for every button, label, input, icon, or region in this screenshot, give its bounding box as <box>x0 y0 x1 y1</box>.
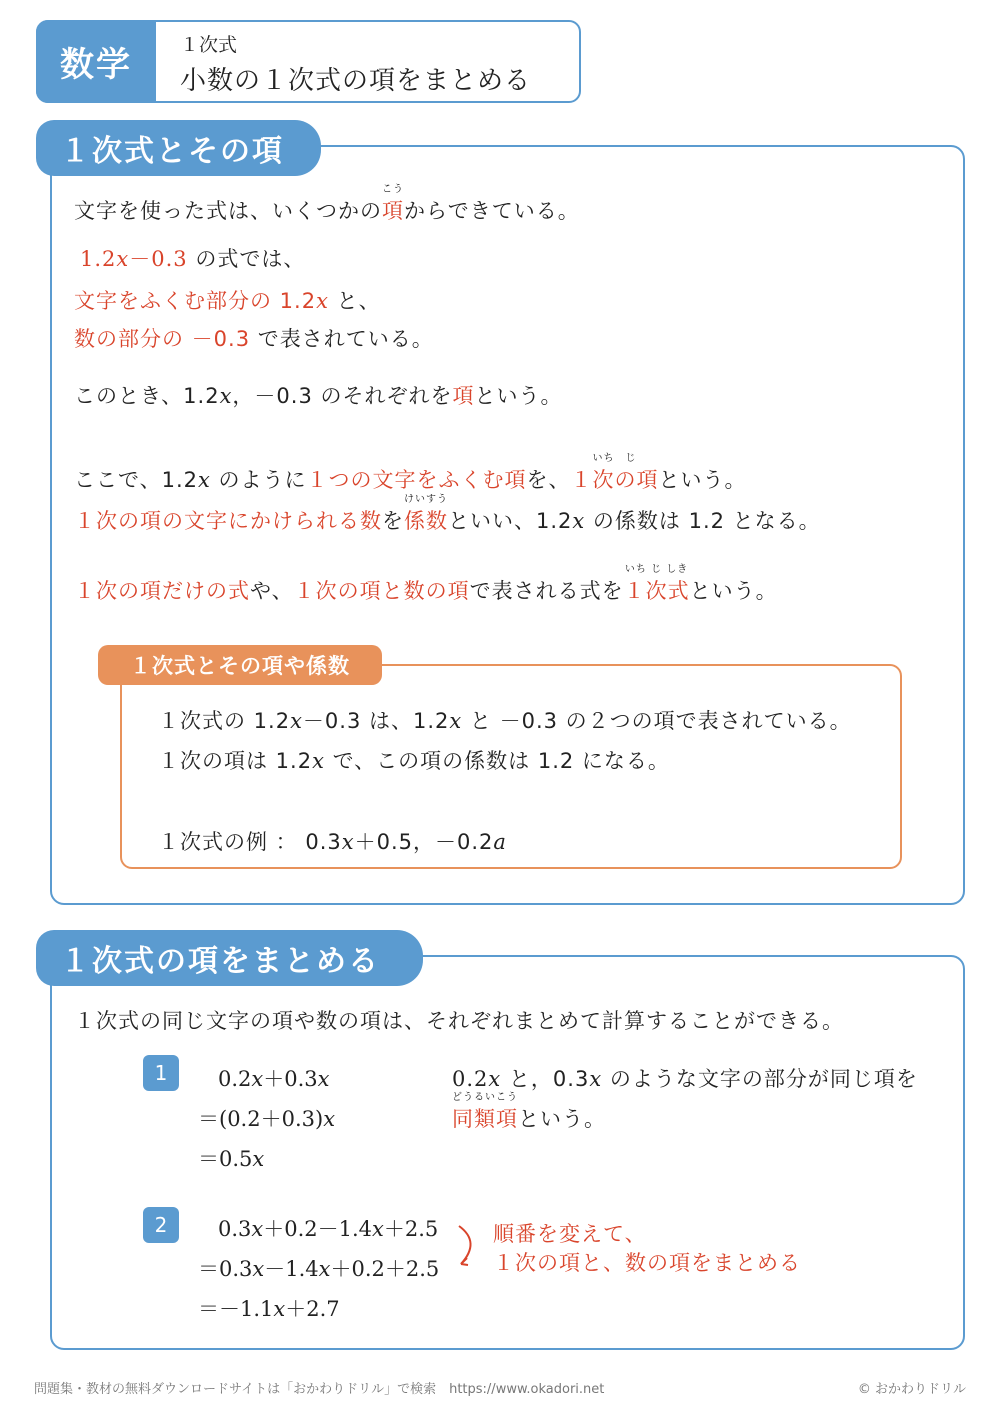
curved-arrow-icon <box>455 1222 485 1270</box>
footer-copyright: © おかわりドリル <box>857 1382 966 1397</box>
summary-line1: １次式の 1.2x－0.3 は、1.2x と －0.3 の２つの項で表されている。 <box>158 709 852 733</box>
example2-badge: 2 <box>143 1207 179 1243</box>
section1-line4: 数の部分の －0.3 で表されている。 <box>74 327 434 351</box>
example1-line2: ＝(0.2＋0.3)x <box>198 1107 336 1131</box>
example1-badge: 1 <box>143 1055 179 1091</box>
example2-line2: ＝0.3x－1.4x＋0.2＋2.5 <box>198 1257 440 1281</box>
section1-line7: １次の項の文字にかけられる数を けいすう 係数といい、1.2x の係数は 1.2 となる。 <box>74 494 821 533</box>
unit-label: １次式 <box>180 34 238 56</box>
example2-note2: １次の項と、数の項をまとめる <box>493 1251 801 1275</box>
page-title: 小数の１次式の項をまとめる <box>180 66 532 96</box>
section1-line2: 1.2x－0.3 の式では、 <box>80 247 306 271</box>
section1-line8: １次の項だけの式や、１次の項と数の項で表される式を いち じ しき １次式という。 <box>74 564 778 603</box>
section1-line1: 文字を使った式は、いくつかの こう 項からできている。 <box>74 184 580 223</box>
example1-line1: 0.2x＋0.3x <box>218 1067 330 1091</box>
section1-line6: ここで、1.2x のように１つの文字をふくむ項を、 いち じ １次の項という。 <box>74 453 747 492</box>
footer-text: 問題集・教材の無料ダウンロードサイトは「おかわりドリル」で検索 https://www.okadori.net <box>34 1382 605 1397</box>
summary-line2: １次の項は 1.2x で、この項の係数は 1.2 になる。 <box>158 749 670 773</box>
example2-note1: 順番を変えて、 <box>493 1222 647 1246</box>
section1-tab: １次式とその項 <box>36 120 321 176</box>
section2-tab: １次式の項をまとめる <box>36 930 423 986</box>
example1-note1: 0.2x と，0.3x のような文字の部分が同じ項を <box>452 1067 918 1091</box>
section1-line5: このとき、1.2x，－0.3 のそれぞれを項という。 <box>74 384 563 408</box>
summary-tab: １次式とその項や係数 <box>98 645 382 685</box>
subject-label: 数学 <box>36 20 156 103</box>
example2-line3: ＝－1.1x＋2.7 <box>198 1297 340 1321</box>
section2-intro: １次式の同じ文字の項や数の項は、それぞれまとめて計算することができる。 <box>74 1009 844 1033</box>
summary-line3: １次式の例 ： 0.3x＋0.5，－0.2a <box>158 830 507 854</box>
section1-line3: 文字をふくむ部分の 1.2x と、 <box>74 289 381 313</box>
example1-line3: ＝0.5x <box>198 1147 265 1171</box>
example2-line1: 0.3x＋0.2－1.4x＋2.5 <box>218 1217 439 1241</box>
example1-note2: どうるいこう 同類項という。 <box>452 1092 606 1131</box>
